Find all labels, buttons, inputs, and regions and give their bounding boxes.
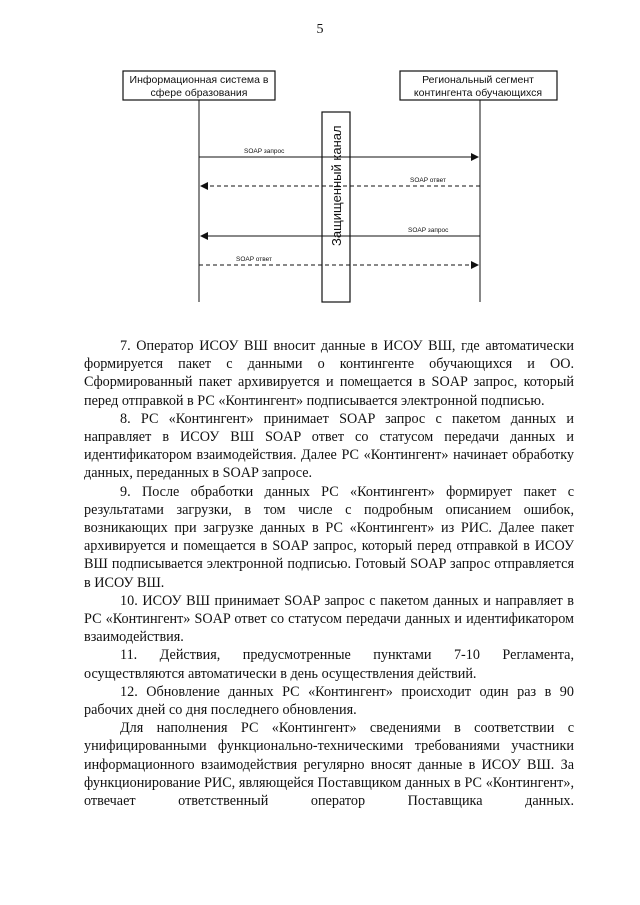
paragraph-7: 7. Оператор ИСОУ ВШ вносит данные в ИСОУ ВШ, где автоматически формируется пакет с данными о контингенте обучающихся и ОО. Сформированный пакет архивируется и помещается в SOAP запрос, который перед отправкой в РС «Контингент» подписывается электронной подписью. [84,338,574,409]
paragraph-contingent-filling: Для наполнения РС «Контингент» сведениями в соответствии с унифицированными функционально-техническими требованиями участники информационного взаимодействия регулярно вносят данные в ИСОУ ВШ. За функционирование РИС, являющейся Поставщиком данных в РС «Контингент», отвечает ответственный оператор Поставщика данных. [84,720,574,810]
message-label-1: SOAP запрос [244,148,285,155]
paragraph-8: 8. РС «Контингент» принимает SOAP запрос с пакетом данных и направляет в ИСОУ ВШ SOAP ответ со статусом передачи данных и идентификатором взаимодействия. Далее РС «Контингент» начинает обработку данных, переданных в SOAP запросе. [84,410,574,482]
page-number: 5 [316,22,324,37]
right-system-label-line2: контингента обучающихся [413,87,543,99]
message-label-4: SOAP ответ [236,256,272,263]
left-system-label-line2: сфере образования [150,87,248,99]
message-label-2: SOAP ответ [410,177,446,184]
paragraph-9: 9. После обработки данных РС «Контингент» формирует пакет с результатами загрузки, в том числе с подробным описанием ошибок, возникающих при загрузке данных в РС «Контингент» из РИС. Далее пакет архивируется и помещается в SOAP запрос, который перед отправкой в ИСОУ ВШ подписывается электронной подписью. Готовый SOAP запрос отправляется в ИСОУ ВШ. [84,483,574,591]
left-system-label-line1: Информационная система в [129,74,269,86]
paragraph-10: 10. ИСОУ ВШ принимает SOAP запрос с пакетом данных и направляет в РС «Контингент» SOAP ответ со статусом передачи данных и идентификатором взаимодействия. [84,592,574,646]
message-label-3: SOAP запрос [408,227,449,234]
secure-channel-label: Защищенный канал [329,125,344,246]
paragraph-11: 11. Действия, предусмотренные пунктами 7-10 Регламента, осуществляются автоматически в день осуществления действий. [84,647,574,682]
paragraph-12: 12. Обновление данных РС «Контингент» происходит один раз в 90 рабочих дней со дня последнего обновления. [84,683,574,719]
sequence-diagram [0,0,640,330]
right-system-label-line1: Региональный сегмент [422,74,534,86]
body-text [84,337,574,810]
